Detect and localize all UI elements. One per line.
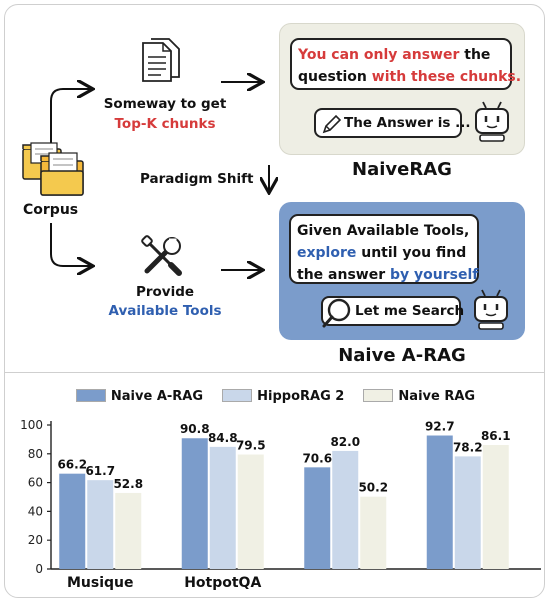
pencil-icon bbox=[320, 113, 342, 135]
y-tick-label: 60 bbox=[27, 475, 43, 490]
legend-label: Naive RAG bbox=[398, 389, 476, 404]
legend-swatch bbox=[363, 389, 393, 402]
bar-value-label: 90.8 bbox=[179, 422, 210, 437]
bar-value-label: 86.1 bbox=[480, 429, 511, 444]
naivearag-action-bubble bbox=[321, 296, 465, 326]
naivearag-prompt-bubble bbox=[289, 214, 479, 284]
bar bbox=[332, 451, 358, 569]
y-tick-label: 0 bbox=[35, 562, 43, 576]
naivearag-title: Naive A-RAG bbox=[338, 345, 466, 366]
naiverag-prompt-bubble bbox=[290, 38, 522, 90]
bar bbox=[483, 445, 509, 569]
naiverag-prompt-part: question bbox=[298, 69, 372, 85]
arrow-corpus-to-top bbox=[51, 89, 91, 143]
paradigm-shift-label: Paradigm Shift bbox=[140, 171, 254, 187]
bottom-path-line1: Provide bbox=[135, 284, 195, 300]
chart-legend bbox=[5, 385, 545, 404]
category-label: Musique bbox=[66, 575, 134, 591]
bar bbox=[182, 438, 208, 569]
tools-icon bbox=[139, 233, 185, 279]
legend-swatch bbox=[222, 389, 252, 402]
bar-value-label: 61.7 bbox=[85, 464, 116, 479]
legend-swatch bbox=[76, 389, 106, 402]
bottom-path-line2: Available Tools bbox=[108, 303, 222, 319]
legend-item bbox=[363, 389, 475, 404]
bar-value-label: 70.6 bbox=[302, 451, 333, 466]
bar bbox=[427, 436, 453, 569]
naivearag-prompt-part: Given Available Tools, bbox=[297, 223, 470, 239]
naivearag-card bbox=[279, 202, 525, 340]
legend-item bbox=[76, 389, 203, 404]
bar-value-label: 52.8 bbox=[113, 476, 144, 491]
legend-item bbox=[222, 389, 344, 404]
naiverag-answer-bubble bbox=[314, 108, 471, 138]
naivearag-prompt-part: by yourself bbox=[389, 267, 479, 283]
top-path-line2: Top-K chunks bbox=[114, 116, 216, 132]
bar-value-label: 84.8 bbox=[207, 430, 238, 445]
y-tick-label: 100 bbox=[20, 418, 43, 432]
naiverag-answer: The Answer is ... bbox=[344, 115, 471, 131]
bar-value-label: 92.7 bbox=[424, 419, 455, 434]
naiverag-title: NaiveRAG bbox=[352, 159, 452, 180]
legend-label: HippoRAG 2 bbox=[257, 389, 345, 404]
bar-value-label: 78.2 bbox=[452, 440, 483, 455]
bar bbox=[455, 456, 481, 569]
figure-frame bbox=[4, 4, 545, 598]
bar bbox=[59, 474, 85, 569]
bar bbox=[238, 455, 264, 569]
bar bbox=[115, 493, 141, 569]
naivearag-prompt-part: the answer bbox=[297, 267, 390, 283]
naiverag-card bbox=[279, 23, 525, 155]
naivearag-prompt-part: explore bbox=[297, 245, 357, 261]
top-path-line1: Someway to get bbox=[103, 96, 227, 112]
y-tick-label: 20 bbox=[27, 533, 43, 548]
bar bbox=[304, 467, 330, 569]
bar-value-label: 66.2 bbox=[57, 457, 88, 472]
folder-icon bbox=[19, 137, 91, 201]
y-tick-label: 80 bbox=[27, 446, 43, 461]
document-icon bbox=[135, 37, 185, 87]
robot-icon bbox=[470, 100, 516, 144]
naiverag-prompt-part: You can only answer bbox=[298, 47, 460, 63]
y-tick-label: 40 bbox=[27, 504, 43, 519]
bar-value-label: 79.5 bbox=[235, 438, 266, 453]
arrow-corpus-to-bottom bbox=[51, 223, 91, 266]
section-divider bbox=[5, 372, 545, 373]
corpus-label: Corpus bbox=[23, 202, 79, 218]
bar-value-label: 82.0 bbox=[330, 434, 361, 449]
robot-icon bbox=[469, 288, 515, 332]
bar-value-label: 50.2 bbox=[358, 480, 389, 495]
naiverag-prompt-part: the bbox=[459, 47, 491, 63]
magnifier-icon bbox=[321, 296, 355, 330]
bar bbox=[210, 447, 236, 569]
bar bbox=[360, 497, 386, 569]
naiverag-prompt-part: with these chunks. bbox=[371, 69, 522, 85]
legend-label: Naive A-RAG bbox=[110, 389, 204, 404]
bar bbox=[87, 480, 113, 569]
naivearag-prompt-part: until you find bbox=[356, 245, 467, 261]
bar-chart bbox=[5, 405, 545, 598]
category-label: HotpotQA bbox=[184, 575, 262, 591]
naivearag-action: Let me Search bbox=[355, 303, 465, 319]
